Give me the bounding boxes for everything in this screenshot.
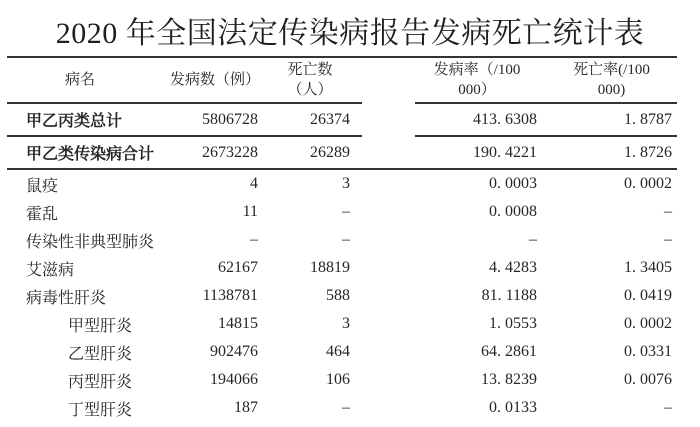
cell-incidence-rate: 0. 0008	[489, 203, 537, 220]
cell-cases: 194066	[210, 371, 258, 388]
table-row-hepatitis-c	[0, 366, 700, 394]
cell-cases: 11	[242, 203, 258, 220]
header-divider	[0, 102, 700, 104]
cell-deaths: 3	[342, 175, 350, 192]
cell-disease-name: 甲乙丙类总计	[26, 113, 123, 130]
cell-mortality-rate: 1. 3405	[624, 259, 672, 276]
cell-disease-name: 霍乱	[26, 205, 59, 223]
cell-incidence-rate: 13. 8239	[481, 371, 537, 388]
cell-cases: 187	[234, 399, 258, 416]
cell-incidence-rate: 190. 4221	[473, 143, 537, 161]
cell-disease-name: 丙型肝炎	[68, 373, 133, 391]
cell-deaths: 106	[326, 371, 350, 388]
cell-incidence-rate: 413. 6308	[473, 110, 537, 128]
column-header-death-count: 死亡数 （人）	[287, 62, 333, 98]
table-row-cholera	[0, 198, 700, 226]
row-divider	[0, 135, 700, 137]
cell-disease-name: 艾滋病	[26, 261, 75, 279]
cell-mortality-rate: –	[664, 231, 672, 248]
cell-mortality-rate: 1. 8787	[624, 110, 672, 128]
cell-mortality-rate: 0. 0002	[624, 175, 672, 192]
table-row-viral-hepatitis	[0, 282, 700, 310]
table-header-row	[0, 58, 700, 102]
cell-disease-name: 丁型肝炎	[68, 401, 133, 419]
cell-mortality-rate: –	[664, 399, 672, 416]
cell-deaths: 464	[326, 343, 350, 360]
cell-cases: 4	[250, 175, 258, 192]
cell-cases: 1138781	[202, 287, 258, 304]
cell-deaths: 18819	[310, 259, 350, 276]
page-title: 2020 年全国法定传染病报告发病死亡统计表	[55, 17, 645, 50]
table-row-hepatitis-d	[0, 394, 700, 422]
table-row-hepatitis-a	[0, 310, 700, 338]
cell-deaths: 588	[326, 287, 350, 304]
cell-mortality-rate: 0. 0076	[624, 371, 672, 388]
cell-cases: 5806728	[202, 110, 258, 128]
column-header-incidence-rate: 发病率（/100 000）	[433, 62, 521, 98]
cell-disease-name: 甲型肝炎	[68, 317, 133, 335]
cell-deaths: –	[342, 399, 350, 416]
cell-mortality-rate: 1. 8726	[624, 143, 672, 161]
cell-incidence-rate: 4. 4283	[489, 259, 537, 276]
cell-cases: 14815	[218, 315, 258, 332]
table-row-total-ab	[0, 137, 700, 168]
cell-disease-name: 甲乙类传染病合计	[26, 146, 155, 163]
title-bar	[0, 4, 700, 56]
cell-deaths: 26289	[310, 143, 350, 161]
cell-deaths: 26374	[310, 110, 350, 128]
cell-disease-name: 乙型肝炎	[68, 345, 133, 363]
table-row-total-abc	[0, 104, 700, 135]
cell-disease-name: 传染性非典型肺炎	[26, 233, 155, 251]
table-row-aids	[0, 254, 700, 282]
table-row-hepatitis-b	[0, 338, 700, 366]
cell-incidence-rate: 0. 0003	[489, 175, 537, 192]
cell-deaths: –	[342, 203, 350, 220]
cell-mortality-rate: 0. 0331	[624, 343, 672, 360]
cell-mortality-rate: –	[664, 203, 672, 220]
cell-cases: 62167	[218, 259, 258, 276]
cell-incidence-rate: 64. 2861	[481, 343, 537, 360]
cell-mortality-rate: 0. 0419	[624, 287, 672, 304]
cell-deaths: –	[342, 231, 350, 248]
cell-incidence-rate: 81. 1188	[481, 287, 537, 304]
column-header-case-count: 发病数（例）	[170, 72, 261, 88]
cell-deaths: 3	[342, 315, 350, 332]
cell-incidence-rate: 0. 0133	[489, 399, 537, 416]
table-row-sars	[0, 226, 700, 254]
cell-cases: –	[250, 231, 258, 248]
cell-incidence-rate: 1. 0553	[489, 315, 537, 332]
column-header-mortality-rate: 死亡率(/100 000)	[573, 62, 650, 98]
cell-mortality-rate: 0. 0002	[624, 315, 672, 332]
table-row-plague	[0, 170, 700, 198]
cell-cases: 2673228	[202, 143, 258, 161]
cell-disease-name: 病毒性肝炎	[26, 289, 107, 307]
column-header-disease-name: 病名	[64, 72, 95, 88]
cell-disease-name: 鼠疫	[26, 177, 59, 195]
cell-incidence-rate: –	[529, 231, 537, 248]
cell-cases: 902476	[210, 343, 258, 360]
